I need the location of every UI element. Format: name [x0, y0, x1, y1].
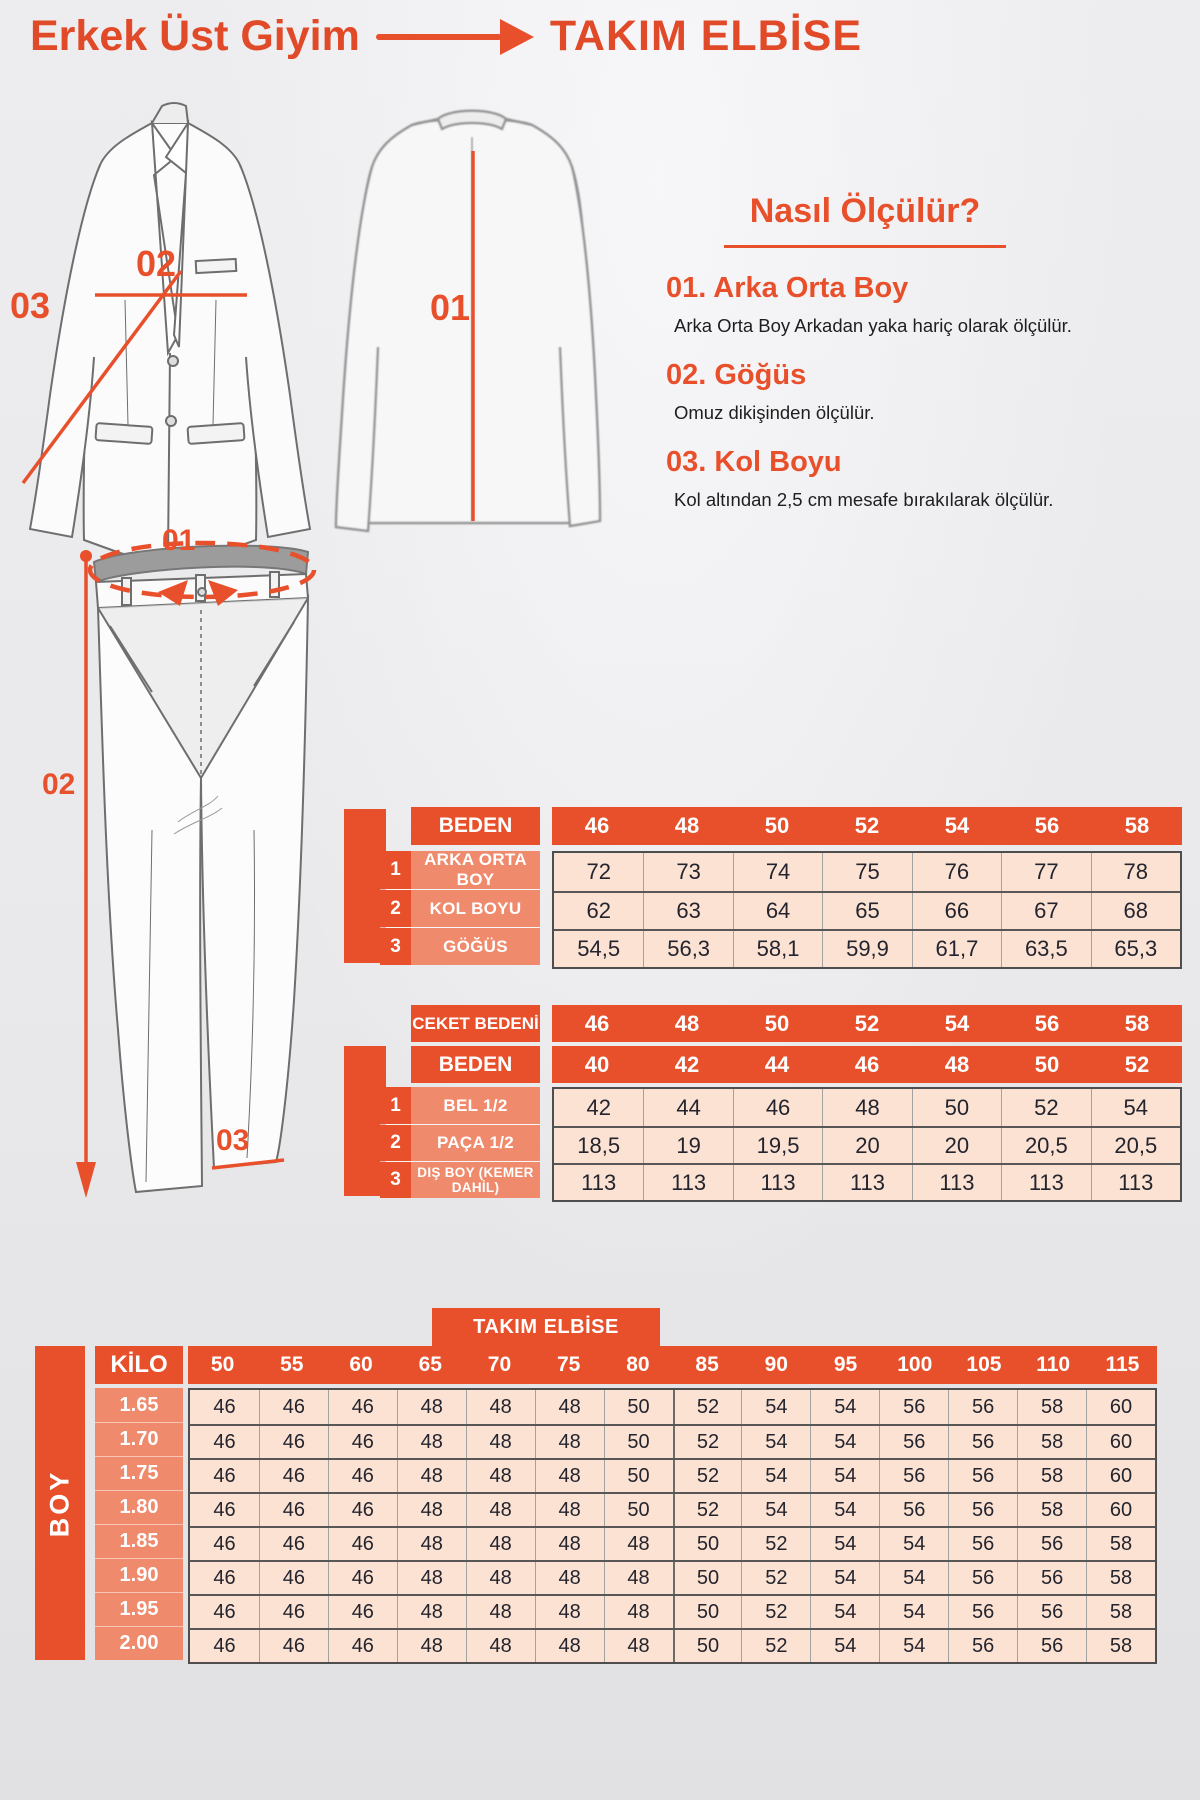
- table-cell: 85: [695, 1353, 719, 1376]
- table-cell: 113: [1001, 1165, 1090, 1200]
- table-cell: 44: [643, 1089, 732, 1126]
- table-cell: 46: [259, 1426, 328, 1458]
- table-cell: 56: [948, 1596, 1017, 1628]
- table-cell: 110: [1036, 1353, 1071, 1376]
- table-cell: 52: [673, 1460, 742, 1492]
- table-cell: 56: [879, 1460, 948, 1492]
- table-cell: 52: [854, 813, 880, 838]
- table-cell: 58: [1124, 813, 1150, 838]
- table-cell: 105: [966, 1353, 1002, 1376]
- table-cell: 54: [741, 1426, 810, 1458]
- table-cell: 46: [213, 1395, 236, 1418]
- how-to-item: [666, 446, 1080, 511]
- table-cell: 62: [586, 898, 611, 923]
- table-cell: 58: [1086, 1562, 1155, 1594]
- table-cell: 56: [1034, 1010, 1060, 1036]
- table-cell: 58: [1017, 1390, 1086, 1424]
- table-cell: 113: [733, 1165, 822, 1200]
- table-cell: 60: [1086, 1494, 1155, 1526]
- table-cell: 58: [1086, 1528, 1155, 1560]
- table-cell: 46: [213, 1566, 236, 1589]
- table-cell: 54: [741, 1460, 810, 1492]
- table-cell: 54: [879, 1630, 948, 1662]
- combo-table-title: [432, 1308, 660, 1346]
- row-label: GÖĞÜS: [411, 928, 540, 965]
- combo-table-height-labels: [95, 1388, 183, 1660]
- table-cell: 48: [466, 1426, 535, 1458]
- table-cell: 50: [604, 1494, 673, 1526]
- table-cell: 52: [741, 1596, 810, 1628]
- row-number-badge: 3: [380, 1162, 411, 1198]
- table-cell: 46: [213, 1498, 236, 1521]
- table-row-label: [380, 927, 540, 965]
- how-to-measure-section: [650, 192, 1080, 533]
- how-to-item: [666, 272, 1080, 337]
- height-axis-label: BOY: [44, 1469, 75, 1537]
- table-cell: 48: [674, 1010, 700, 1036]
- table-row: [554, 1163, 1180, 1200]
- table-cell: 40: [584, 1051, 610, 1077]
- table-cell: 48: [397, 1562, 466, 1594]
- table-cell: 48: [535, 1460, 604, 1492]
- table-row-label: [380, 851, 540, 889]
- table-cell: 54: [741, 1494, 810, 1526]
- table-cell: 58: [1086, 1630, 1155, 1662]
- table-cell: 56: [948, 1390, 1017, 1424]
- table-cell: 95: [833, 1353, 858, 1376]
- table-cell: 59,9: [822, 931, 911, 967]
- height-axis-bar: [35, 1346, 85, 1660]
- table-cell: 113: [912, 1165, 1001, 1200]
- height-row-label: 2.00: [95, 1626, 183, 1660]
- trouser-table-jacket-size-strip: [552, 1005, 1182, 1042]
- table-cell: 48: [822, 1089, 911, 1126]
- table-cell: 48: [397, 1390, 466, 1424]
- height-row-label: 1.65: [95, 1388, 183, 1422]
- chest-measure-label: 02: [136, 243, 177, 284]
- table-cell: 54: [810, 1630, 879, 1662]
- table-cell: 46: [213, 1464, 236, 1487]
- combo-table-corner-text: KİLO: [110, 1351, 168, 1378]
- table-cell: 54: [810, 1460, 879, 1492]
- how-to-item: [666, 359, 1080, 424]
- table-cell: 46: [213, 1600, 236, 1623]
- table-cell: 48: [674, 813, 700, 838]
- jacket-front-sketch: [30, 103, 310, 559]
- table-row-label: [380, 1124, 540, 1161]
- table-cell: 48: [466, 1460, 535, 1492]
- row-label: KOL BOYU: [411, 890, 540, 927]
- sleeve-measure-label: 03: [10, 285, 51, 326]
- trouser-table-header-2-text: BEDEN: [438, 1052, 513, 1076]
- table-cell: 54: [879, 1596, 948, 1628]
- table-cell: 66: [912, 893, 1001, 929]
- combo-table-corner: [95, 1346, 183, 1384]
- how-to-item-heading: 03. Kol Boyu: [666, 446, 842, 478]
- table-cell: 58,1: [733, 931, 822, 967]
- table-cell: 61,7: [912, 931, 1001, 967]
- table-cell: 18,5: [577, 1132, 621, 1158]
- table-cell: 46: [259, 1390, 328, 1424]
- table-cell: 56: [948, 1562, 1017, 1594]
- table-cell: 46: [328, 1426, 397, 1458]
- table-cell: 46: [213, 1634, 236, 1657]
- table-cell: 50: [764, 813, 790, 838]
- table-cell: 48: [397, 1460, 466, 1492]
- table-cell: 46: [213, 1430, 236, 1453]
- page-title: Erkek Üst Giyim: [30, 12, 360, 60]
- table-cell: 46: [259, 1494, 328, 1526]
- table-cell: 58: [1124, 1010, 1150, 1036]
- table-cell: 50: [604, 1426, 673, 1458]
- table-cell: 76: [912, 853, 1001, 891]
- table-cell: 54: [810, 1528, 879, 1560]
- height-row-label: 1.90: [95, 1558, 183, 1592]
- table-cell: 73: [643, 853, 732, 891]
- table-cell: 50: [912, 1089, 1001, 1126]
- table-cell: 68: [1091, 893, 1180, 929]
- trouser-table-header-1: [411, 1005, 540, 1042]
- table-cell: 46: [328, 1460, 397, 1492]
- table-cell: 20,5: [1091, 1128, 1180, 1163]
- hem-measure-label: 03: [216, 1124, 250, 1157]
- table-cell: 113: [581, 1169, 617, 1195]
- table-cell: 50: [604, 1460, 673, 1492]
- table-row: [190, 1560, 1155, 1594]
- table-cell: 50: [673, 1596, 742, 1628]
- table-row: [554, 929, 1180, 967]
- how-to-item-description: Omuz dikişinden ölçülür.: [674, 402, 875, 423]
- table-cell: 50: [604, 1390, 673, 1424]
- how-to-item-heading: 02. Göğüs: [666, 359, 807, 391]
- table-cell: 65: [822, 893, 911, 929]
- table-row: [190, 1594, 1155, 1628]
- how-to-measure-title-text: Nasıl Ölçülür?: [724, 192, 1007, 248]
- table-cell: 20,5: [1001, 1128, 1090, 1163]
- table-cell: 74: [733, 853, 822, 891]
- table-row-label: [380, 1161, 540, 1198]
- table-row-label: [380, 889, 540, 927]
- category-title: TAKIM ELBİSE: [549, 12, 863, 60]
- back-length-measure-label: 01: [430, 287, 471, 328]
- table-cell: 54: [879, 1528, 948, 1560]
- header: [30, 12, 862, 61]
- table-cell: 113: [822, 1165, 911, 1200]
- table-cell: 48: [466, 1596, 535, 1628]
- table-cell: 50: [673, 1562, 742, 1594]
- row-label: ARKA ORTA BOY: [411, 851, 540, 889]
- table-cell: 113: [643, 1165, 732, 1200]
- table-cell: 56,3: [643, 931, 732, 967]
- table-cell: 52: [673, 1494, 742, 1526]
- table-cell: 52: [741, 1630, 810, 1662]
- table-cell: 46: [328, 1528, 397, 1560]
- table-cell: 46: [328, 1494, 397, 1526]
- row-label: DIŞ BOY (KEMER DAHİL): [411, 1162, 540, 1198]
- table-cell: 56: [1017, 1528, 1086, 1560]
- table-cell: 48: [397, 1426, 466, 1458]
- table-cell: 56: [948, 1426, 1017, 1458]
- table-cell: 58: [1086, 1596, 1155, 1628]
- how-to-measure-title: [650, 192, 1080, 248]
- table-cell: 54,5: [577, 936, 621, 961]
- table-cell: 54: [810, 1494, 879, 1526]
- table-cell: 60: [1086, 1426, 1155, 1458]
- table-cell: 56: [879, 1494, 948, 1526]
- table-cell: 56: [879, 1426, 948, 1458]
- table-cell: 48: [535, 1562, 604, 1594]
- table-cell: 48: [466, 1390, 535, 1424]
- table-cell: 48: [535, 1390, 604, 1424]
- table-cell: 48: [466, 1562, 535, 1594]
- table-cell: 48: [397, 1528, 466, 1560]
- table-cell: 48: [535, 1528, 604, 1560]
- table-cell: 52: [741, 1562, 810, 1594]
- table-cell: 46: [259, 1596, 328, 1628]
- table-row: [554, 891, 1180, 929]
- table-cell: 48: [397, 1494, 466, 1526]
- trouser-table-header-2: [411, 1046, 540, 1083]
- table-cell: 56: [1017, 1596, 1086, 1628]
- row-number-badge: 1: [380, 851, 411, 889]
- table-cell: 65,3: [1091, 931, 1180, 967]
- how-to-item-description: Arka Orta Boy Arkadan yaka hariç olarak ölçülür.: [674, 315, 1072, 336]
- table-cell: 54: [1091, 1089, 1180, 1126]
- height-row-label: 1.95: [95, 1592, 183, 1626]
- table-cell: 48: [397, 1630, 466, 1662]
- table-cell: 50: [210, 1353, 235, 1376]
- table-cell: 63: [643, 893, 732, 929]
- table-cell: 46: [584, 813, 610, 838]
- table-row: [190, 1492, 1155, 1526]
- table-cell: 20: [822, 1128, 911, 1163]
- table-cell: 65: [418, 1353, 442, 1376]
- table-cell: 52: [741, 1528, 810, 1560]
- jacket-sketches: [0, 95, 620, 575]
- table-cell: 56: [1034, 813, 1060, 838]
- table-cell: 19: [643, 1128, 732, 1163]
- table-cell: 48: [535, 1630, 604, 1662]
- jacket-table-row-labels: [380, 851, 540, 965]
- table-cell: 48: [604, 1630, 673, 1662]
- combo-table-weight-strip: [188, 1346, 1157, 1384]
- table-cell: 48: [535, 1596, 604, 1628]
- waist-measure-label: 01: [162, 524, 196, 557]
- row-label: PAÇA 1/2: [411, 1125, 540, 1161]
- table-cell: 115: [1105, 1353, 1140, 1376]
- table-cell: 78: [1091, 853, 1180, 891]
- how-to-item-description: Kol altından 2,5 cm mesafe bırakılarak ölçülür.: [674, 489, 1054, 510]
- table-cell: 54: [944, 813, 970, 838]
- row-number-badge: 3: [380, 928, 411, 965]
- table-row: [190, 1628, 1155, 1662]
- height-row-label: 1.75: [95, 1456, 183, 1490]
- table-cell: 56: [1017, 1630, 1086, 1662]
- table-cell: 46: [213, 1532, 236, 1555]
- table-cell: 46: [259, 1460, 328, 1492]
- table-cell: 46: [328, 1596, 397, 1628]
- table-cell: 48: [944, 1051, 970, 1077]
- table-cell: 50: [764, 1010, 790, 1036]
- table-cell: 52: [1001, 1089, 1090, 1126]
- table-cell: 46: [259, 1528, 328, 1560]
- jacket-table-header-text: BEDEN: [438, 814, 513, 837]
- table-cell: 48: [466, 1630, 535, 1662]
- arrow-shaft: [376, 34, 502, 40]
- table-row: [554, 1126, 1180, 1163]
- table-row: [190, 1390, 1155, 1424]
- table-cell: 48: [466, 1494, 535, 1526]
- table-cell: 100: [897, 1353, 933, 1376]
- table-cell: 42: [674, 1051, 700, 1077]
- table-cell: 48: [535, 1426, 604, 1458]
- table-cell: 54: [944, 1010, 970, 1036]
- table-row: [190, 1458, 1155, 1492]
- table-cell: 75: [822, 853, 911, 891]
- row-number-badge: 2: [380, 890, 411, 927]
- table-cell: 70: [487, 1353, 512, 1376]
- table-cell: 48: [535, 1494, 604, 1526]
- how-to-item-heading: 01. Arka Orta Boy: [666, 272, 909, 304]
- table-cell: 54: [810, 1426, 879, 1458]
- outseam-measure-label: 02: [42, 768, 76, 801]
- table-cell: 64: [733, 893, 822, 929]
- table-cell: 56: [948, 1494, 1017, 1526]
- table-row: [554, 853, 1180, 891]
- arrow-right-icon: [376, 15, 534, 59]
- table-cell: 72: [586, 859, 611, 884]
- table-cell: 80: [626, 1353, 650, 1376]
- table-cell: 56: [948, 1460, 1017, 1492]
- table-cell: 56: [1017, 1562, 1086, 1594]
- height-row-label: 1.70: [95, 1422, 183, 1456]
- table-cell: 54: [810, 1390, 879, 1424]
- arrow-head: [500, 19, 534, 55]
- table-cell: 90: [764, 1353, 788, 1376]
- table-cell: 42: [586, 1094, 611, 1120]
- table-cell: 52: [854, 1010, 880, 1036]
- height-row-label: 1.80: [95, 1490, 183, 1524]
- table-cell: 52: [1124, 1051, 1150, 1077]
- table-cell: 48: [466, 1528, 535, 1560]
- trouser-table-row-labels: [380, 1087, 540, 1198]
- table-cell: 46: [328, 1562, 397, 1594]
- table-cell: 48: [604, 1562, 673, 1594]
- row-number-badge: 1: [380, 1087, 411, 1124]
- table-cell: 58: [1017, 1494, 1086, 1526]
- table-cell: 48: [604, 1596, 673, 1628]
- row-number-badge: 2: [380, 1125, 411, 1161]
- table-cell: 50: [1034, 1051, 1060, 1077]
- table-cell: 56: [879, 1390, 948, 1424]
- table-cell: 46: [733, 1089, 822, 1126]
- trousers-sketch: [30, 530, 370, 1220]
- combo-table-body: [188, 1388, 1157, 1664]
- table-cell: 67: [1001, 893, 1090, 929]
- table-cell: 46: [584, 1010, 610, 1036]
- table-cell: 60: [1086, 1390, 1155, 1424]
- table-cell: 20: [912, 1128, 1001, 1163]
- table-cell: 54: [879, 1562, 948, 1594]
- row-label: BEL 1/2: [411, 1087, 540, 1124]
- table-cell: 48: [397, 1596, 466, 1628]
- table-row: [190, 1526, 1155, 1560]
- height-row-label: 1.85: [95, 1524, 183, 1558]
- trouser-table-size-strip: [552, 1046, 1182, 1083]
- table-cell: 54: [810, 1596, 879, 1628]
- table-cell: 46: [328, 1630, 397, 1662]
- table-cell: 60: [1086, 1460, 1155, 1492]
- table-cell: 46: [328, 1390, 397, 1424]
- table-cell: 77: [1001, 853, 1090, 891]
- trouser-table-header-1-text: CEKET BEDENİ: [412, 1013, 539, 1033]
- table-cell: 52: [673, 1426, 742, 1458]
- table-cell: 63,5: [1001, 931, 1090, 967]
- table-cell: 56: [948, 1630, 1017, 1662]
- table-row: [190, 1424, 1155, 1458]
- table-cell: 58: [1017, 1426, 1086, 1458]
- jacket-table-size-strip: [552, 807, 1182, 845]
- table-cell: 44: [764, 1051, 790, 1077]
- table-cell: 46: [259, 1562, 328, 1594]
- table-row-label: [380, 1087, 540, 1124]
- table-cell: 19,5: [733, 1128, 822, 1163]
- table-cell: 75: [556, 1353, 581, 1376]
- table-cell: 50: [673, 1528, 742, 1560]
- table-cell: 56: [948, 1528, 1017, 1560]
- table-cell: 60: [349, 1353, 373, 1376]
- jacket-table-body: [552, 851, 1182, 969]
- table-cell: 113: [1091, 1165, 1180, 1200]
- table-cell: 54: [810, 1562, 879, 1594]
- table-cell: 46: [259, 1630, 328, 1662]
- combo-table-title-text: TAKIM ELBİSE: [473, 1315, 619, 1338]
- table-cell: 50: [673, 1630, 742, 1662]
- table-cell: 58: [1017, 1460, 1086, 1492]
- trouser-table-body: [552, 1087, 1182, 1202]
- jacket-table-header: [411, 807, 540, 845]
- table-cell: 55: [280, 1353, 304, 1376]
- table-cell: 54: [741, 1390, 810, 1424]
- table-cell: 48: [604, 1528, 673, 1560]
- table-row: [554, 1089, 1180, 1126]
- table-cell: 52: [673, 1390, 742, 1424]
- table-cell: 46: [854, 1051, 880, 1077]
